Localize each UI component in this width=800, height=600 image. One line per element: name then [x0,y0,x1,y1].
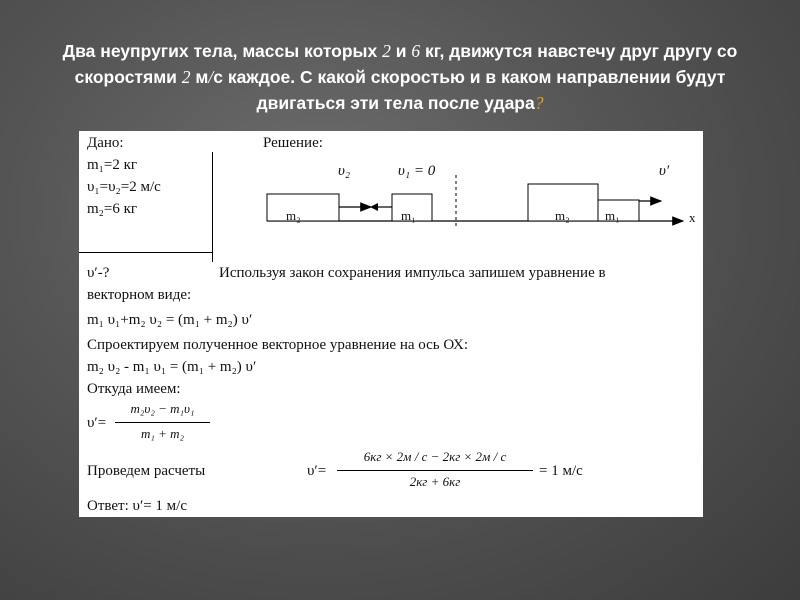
find-line: υ′-? [87,265,110,281]
given-line-2: υ₁=υ₂=2 м/с [87,179,161,195]
title-speed: 2 [181,67,191,87]
calc-lhs: υ′= [307,463,327,479]
given-line-3: m₂=6 кг [87,201,138,217]
vprime-label: υ′ [659,163,670,179]
given-line-1: m₁=2 кг [87,157,138,173]
calc-result: = 1 м/с [539,463,583,479]
formula-fraction [115,401,210,445]
block-m2-label: m₂ [286,208,301,223]
given-header: Дано: [87,135,124,151]
arrowhead-v1 [370,203,378,211]
v1-label: υ₁ = 0 [398,163,436,179]
calc-denominator: 2кг + 6кг [409,474,461,489]
problem-statement [40,38,760,116]
formula-lhs: υ′= [87,415,107,431]
answer-line: Ответ: υ′= 1 м/с [87,498,187,514]
title-text-1: Два неупругих тела, массы которых [62,41,383,61]
law-line-2: векторном виде: [87,287,192,303]
collision-diagram [79,131,703,261]
vector-equation: m₁ υ₁+m₂ υ₂ = (m₁ + m₂) υ′ [87,312,253,328]
title-text-5: с каждое. С какой скоростью и в каком направлении будут двигаться эти тела после удара [213,67,726,113]
solution-header: Решение: [263,135,323,151]
block-m2-after-label: m₂ [555,208,570,223]
calc-label: Проведем расчеты [87,463,206,479]
title-text-2: и [390,41,412,61]
title-text-4: м [190,67,209,87]
formula-denominator: m₁ + m₂ [140,426,185,441]
scalar-equation: m₂ υ₂ - m₁ υ₁ = (m₁ + m₂) υ′ [87,359,257,375]
calc-fraction [337,449,533,493]
formula-bar [115,422,210,423]
whence-line: Откуда имеем: [87,381,181,397]
title-question-mark: ? [534,93,544,113]
block-m1-after-label: m₁ [605,208,620,223]
projection-line: Спроектируем полученное векторное уравнение на ось ОХ: [87,337,469,353]
title-mass-1: 2 [382,41,391,61]
calc-bar [337,470,533,471]
law-line-1: Используя закон сохранения импульса запишем уравнение в [219,265,606,281]
solution-sheet [79,131,703,517]
v2-label: υ₂ [338,163,351,179]
calc-numerator: 6кг × 2м / с − 2кг × 2м / с [363,449,507,464]
title-mass-2: 6 [411,41,421,61]
axis-x-label: x [689,210,696,225]
formula-numerator: m₂υ₂ − m₁υ₁ [130,401,195,416]
title-text-3: кг, движутся навстечу друг другу со скоростями [74,41,738,87]
block-m2-before [267,194,339,221]
title-slash: / [208,67,214,87]
block-m1-label: m₁ [401,208,416,223]
